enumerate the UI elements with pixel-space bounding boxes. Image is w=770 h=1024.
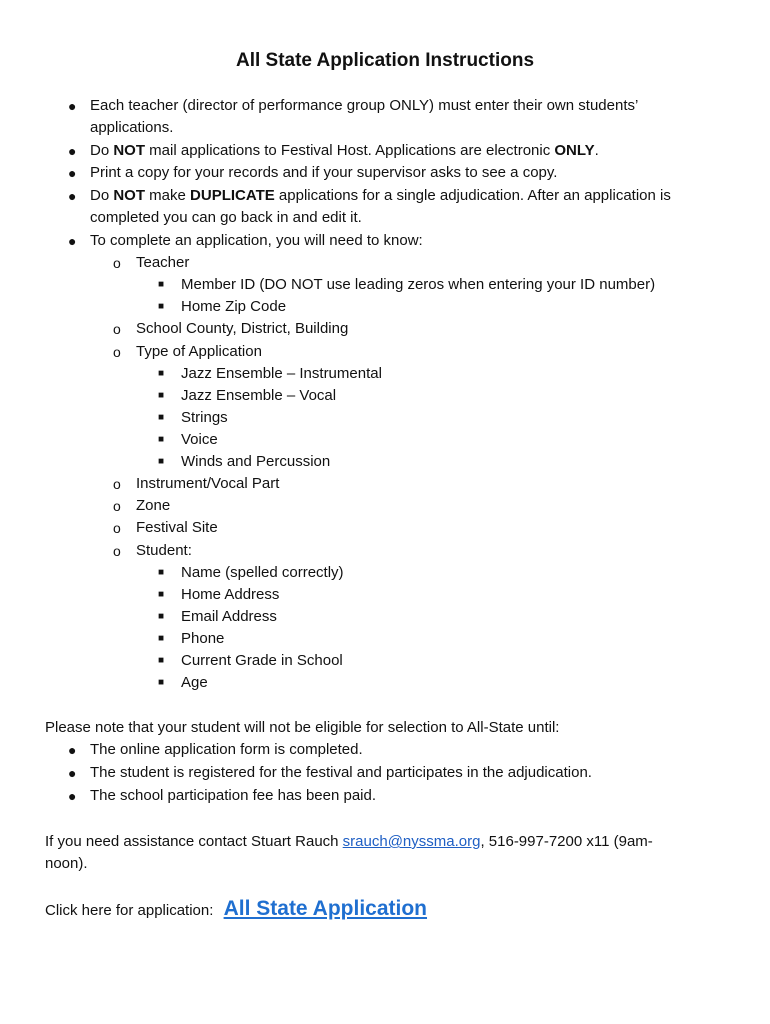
sub-sub-item-text: Winds and Percussion (181, 453, 331, 470)
bullet-dot: ● (68, 165, 77, 181)
sub-sub-item-text: Home Zip Code (181, 298, 287, 315)
sub-sub-item-text: Member ID (DO NOT use leading zeros when entering your ID number) (181, 276, 656, 293)
sub-sub-item-text: Jazz Ensemble – Instrumental (181, 365, 382, 382)
square-bullet: ■ (158, 390, 165, 401)
sub-sub-item-text: Voice (181, 431, 218, 448)
page-title: All State Application Instructions (235, 50, 535, 71)
circle-bullet: o (113, 321, 121, 337)
bullet-text: Do NOT mail applications to Festival Host. Applications are electronic ONLY. (90, 142, 599, 159)
sub-sub-item-text: Age (181, 674, 208, 691)
square-bullet: ■ (158, 434, 165, 445)
sub-item-text: Teacher (136, 254, 190, 271)
sub-item-text: Type of Application (136, 343, 262, 360)
circle-bullet: o (113, 498, 121, 514)
contact-text: If you need assistance contact Stuart Rauch (45, 833, 343, 850)
bullet-text: The online application form is completed. (90, 741, 363, 758)
contact-phone-text: , 516-997-7200 x11 (9am- (480, 833, 653, 850)
bullet-dot: ● (68, 188, 77, 204)
bullet-dot: ● (68, 742, 77, 758)
bullet-text: To complete an application, you will need to know: (90, 232, 423, 249)
square-bullet: ■ (158, 633, 165, 644)
contact-email-link[interactable]: srauch@nyssma.org (342, 833, 481, 850)
bullet-text: Do NOT make DUPLICATE applications for a single adjudication. After an application is (90, 187, 671, 204)
sub-sub-item-text: Current Grade in School (181, 652, 343, 669)
square-bullet: ■ (158, 611, 165, 622)
sub-item-text: Instrument/Vocal Part (136, 475, 280, 492)
sub-sub-item-text: Email Address (181, 608, 277, 625)
bullet-dot: ● (68, 143, 77, 159)
sub-item-text: School County, District, Building (136, 320, 349, 337)
square-bullet: ■ (158, 279, 165, 290)
square-bullet: ■ (158, 368, 165, 379)
bullet-text: The student is registered for the festival and participates in the adjudication. (90, 764, 592, 781)
circle-bullet: o (113, 520, 121, 536)
application-link[interactable]: All State Application (223, 897, 428, 920)
square-bullet: ■ (158, 412, 165, 423)
circle-bullet: o (113, 255, 121, 271)
bullet-text-cont: completed you can go back in and edit it. (90, 209, 362, 226)
sub-item-text: Student: (136, 542, 192, 559)
circle-bullet: o (113, 344, 121, 360)
square-bullet: ■ (158, 301, 165, 312)
contact-continuation: noon). (45, 855, 88, 872)
circle-bullet: o (113, 476, 121, 492)
square-bullet: ■ (158, 589, 165, 600)
bullet-dot: ● (68, 765, 77, 781)
bullet-text: Each teacher (director of performance group ONLY) must enter their own students’ (90, 97, 639, 114)
bullet-dot: ● (68, 98, 77, 114)
sub-sub-item-text: Home Address (181, 586, 280, 603)
square-bullet: ■ (158, 655, 165, 666)
sub-sub-item-text: Strings (181, 409, 228, 426)
sub-sub-item-text: Phone (181, 630, 225, 647)
bullet-text: The school participation fee has been paid. (90, 787, 377, 804)
bullet-text-cont: applications. (90, 119, 174, 136)
square-bullet: ■ (158, 677, 165, 688)
bullet-dot: ● (68, 233, 77, 249)
square-bullet: ■ (158, 567, 165, 578)
bullet-dot: ● (68, 788, 77, 804)
application-label: Click here for application: (45, 902, 214, 919)
sub-sub-item-text: Jazz Ensemble – Vocal (181, 387, 337, 404)
contact-paragraph (45, 831, 725, 853)
application-line (45, 898, 725, 922)
sub-item-text: Festival Site (136, 519, 218, 536)
circle-bullet: o (113, 543, 121, 559)
sub-sub-item-text: Name (spelled correctly) (181, 564, 344, 581)
eligibility-note: Please note that your student will not be eligible for selection to All-State until: (45, 719, 560, 736)
sub-item-text: Zone (136, 497, 171, 514)
square-bullet: ■ (158, 456, 165, 467)
bullet-text: Print a copy for your records and if your supervisor asks to see a copy. (90, 164, 558, 181)
